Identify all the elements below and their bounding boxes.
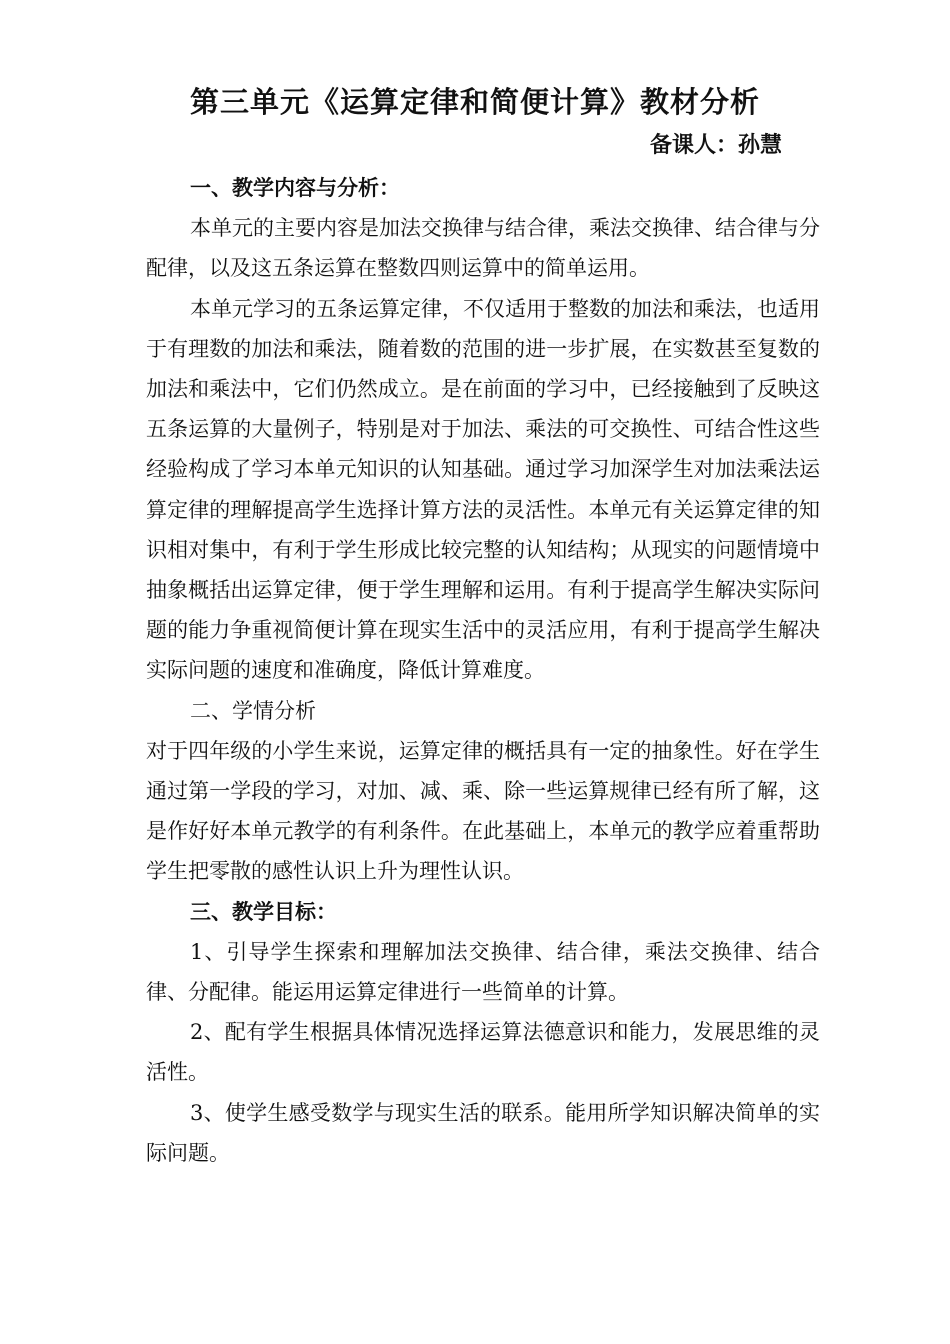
paragraph-content-1: 本单元的主要内容是加法交换律与结合律，乘法交换律、结合律与分配律，以及这五条运算在整数四则运算中的简单运用。 [146, 216, 820, 281]
section-heading-analysis: 二、学情分析 [190, 698, 316, 723]
section-heading-goals: 三、教学目标： [190, 899, 337, 924]
paragraph-analysis-1: 对于四年级的小学生来说，运算定律的概括具有一定的抽象性。好在学生通过第一学段的学习，对加、减、乘、除一些运算规律已经有所了解，这是作好好本单元教学的有利条件。在此基础上，本单元的教学应着重帮助学生把零散的感性认识上升为理性认识。 [146, 738, 820, 884]
paragraph-content-2: 本单元学习的五条运算定律，不仅适用于整数的加法和乘法，也适用于有理数的加法和乘法，随着数的范围的进一步扩展，在实数甚至复数的加法和乘法中，它们仍然成立。是在前面的学习中，已经接触到了反映这五条运算的大量例子，特别是对于加法、乘法的可交换性、可结合性这些经验构成了学习本单元知识的认知基础。通过学习加深学生对加法乘法运算定律的理解提高学生选择计算方法的灵活性。本单元有关运算定律的知识相对集中，有利于学生形成比较完整的认知结构；从现实的问题情境中抽象概括出运算定律，便于学生理解和运用。有利于提高学生解决实际问题的能力争重视简便计算在现实生活中的灵活应用，有利于提高学生解决实际问题的速度和准确度，降低计算难度。 [146, 296, 820, 683]
goal-item-1: 1、引导学生探索和理解加法交换律、结合律，乘法交换律、结合律、分配律。能运用运算定律进行一些简单的计算。 [146, 939, 820, 1005]
document-title: 第三单元《运算定律和简便计算》教材分析 [189, 85, 760, 119]
goal-item-2: 2、配有学生根据具体情况选择运算法德意识和能力，发展思维的灵活性。 [146, 1020, 820, 1085]
section-heading-content: 一、教学内容与分析： [190, 176, 400, 200]
goal-item-3: 3、使学生感受数学与现实生活的联系。能用所学知识解决简单的实际问题。 [146, 1100, 820, 1165]
author-line: 备课人：孙慧 [649, 133, 782, 158]
document-body [146, 168, 820, 1173]
